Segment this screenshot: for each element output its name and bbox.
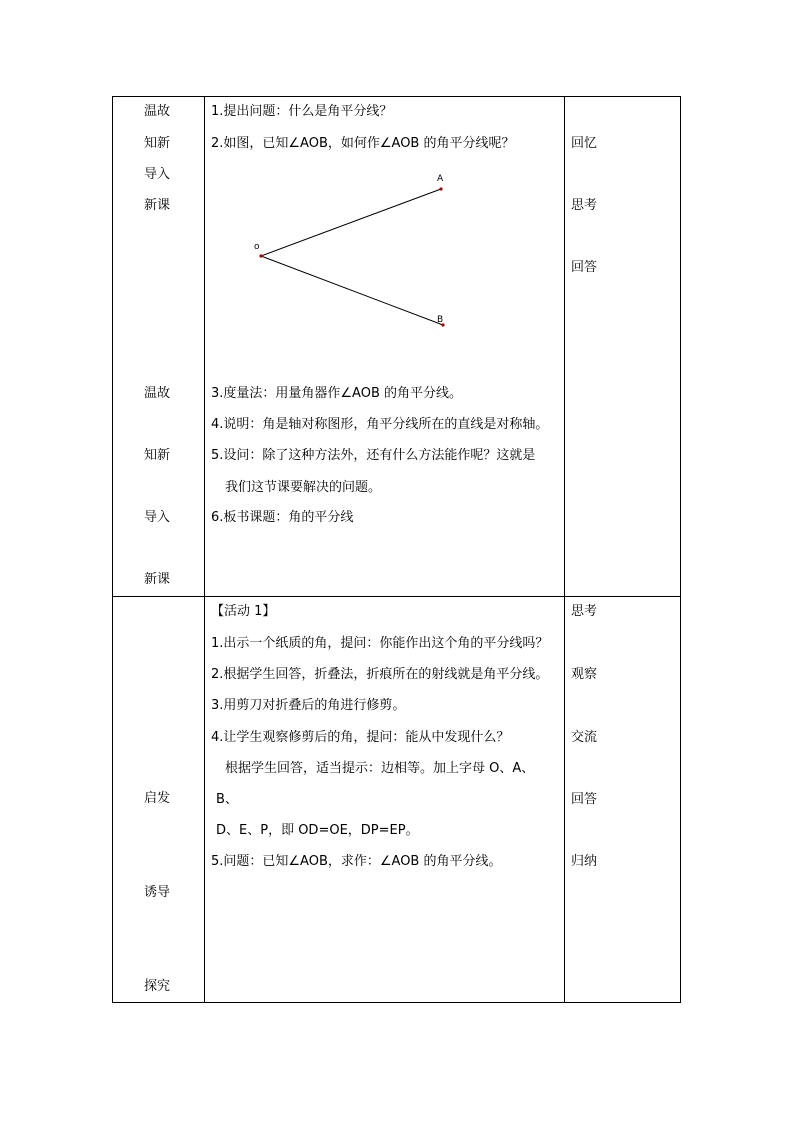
- activity-item: 4.说明：角是轴对称图形，角平分线所在的直线是对称轴。: [211, 417, 549, 432]
- point-o: [259, 254, 262, 257]
- stage-label: 知新: [144, 136, 171, 151]
- student-action: 归纳: [571, 854, 598, 869]
- activity-heading: 【活动 1】: [211, 604, 276, 619]
- student-action: 回答: [571, 792, 598, 807]
- activity-item: 6.板书课题：角的平分线: [211, 510, 354, 525]
- stage-label: 知新: [144, 448, 171, 463]
- angle-aob-diagram: [205, 170, 563, 340]
- stage-label: 新课: [144, 198, 171, 213]
- student-action: 回忆: [571, 136, 598, 151]
- label-b: B: [437, 315, 444, 325]
- activity-item: 3.度量法：用量角器作∠AOB 的角平分线。: [211, 386, 463, 401]
- activity-item: 5.问题：已知∠AOB，求作：∠AOB 的角平分线。: [211, 854, 502, 869]
- stage-label: 导入: [144, 510, 171, 525]
- stage-label: 探究: [144, 979, 171, 994]
- activity-item: 5.设问：除了这种方法外，还有什么方法能作呢？这就是: [211, 448, 536, 463]
- activity-item: D、E、P，即 OD=OE，DP=EP。: [216, 823, 419, 838]
- table-row-divider: [112, 596, 681, 597]
- table-border-top: [112, 96, 681, 97]
- activity-item: 根据学生回答，适当提示：边相等。加上字母 O、A、: [225, 761, 535, 776]
- label-o: o: [254, 242, 260, 252]
- activity-item: B、: [216, 792, 238, 807]
- stage-label: 新课: [144, 572, 171, 587]
- activity-item: 2.根据学生回答，折叠法，折痕所在的射线就是角平分线。: [211, 667, 549, 682]
- table-column-divider-2: [564, 96, 565, 1003]
- student-action: 交流: [571, 730, 598, 745]
- activity-item: 4.让学生观察修剪后的角，提问：能从中发现什么？: [211, 730, 510, 745]
- stage-label: 诱导: [144, 885, 171, 900]
- table-border-left: [112, 96, 113, 1003]
- student-action: 思考: [571, 604, 598, 619]
- angle-figure: [205, 170, 563, 340]
- stage-label: 温故: [144, 104, 171, 119]
- stage-label: 启发: [144, 791, 171, 806]
- table-border-right: [680, 96, 681, 1003]
- ray-oa: [261, 189, 441, 256]
- activity-item: 1.出示一个纸质的角，提问：你能作出这个角的平分线吗？: [211, 636, 549, 651]
- activity-item: 2.如图，已知∠AOB，如何作∠AOB 的角平分线呢？: [211, 136, 515, 151]
- stage-label: 导入: [144, 167, 171, 182]
- table-border-bottom: [112, 1002, 681, 1003]
- student-action: 观察: [571, 667, 598, 682]
- student-action: 思考: [571, 198, 598, 213]
- activity-item: 我们这节课要解决的问题。: [225, 480, 382, 495]
- label-a: A: [437, 174, 444, 184]
- activity-item: 3.用剪刀对折叠后的角进行修剪。: [211, 698, 406, 713]
- point-a: [439, 187, 442, 190]
- student-action: 回答: [571, 260, 598, 275]
- ray-ob: [261, 256, 443, 325]
- activity-item: 1.提出问题：什么是角平分线？: [211, 104, 393, 119]
- stage-label: 温故: [144, 386, 171, 401]
